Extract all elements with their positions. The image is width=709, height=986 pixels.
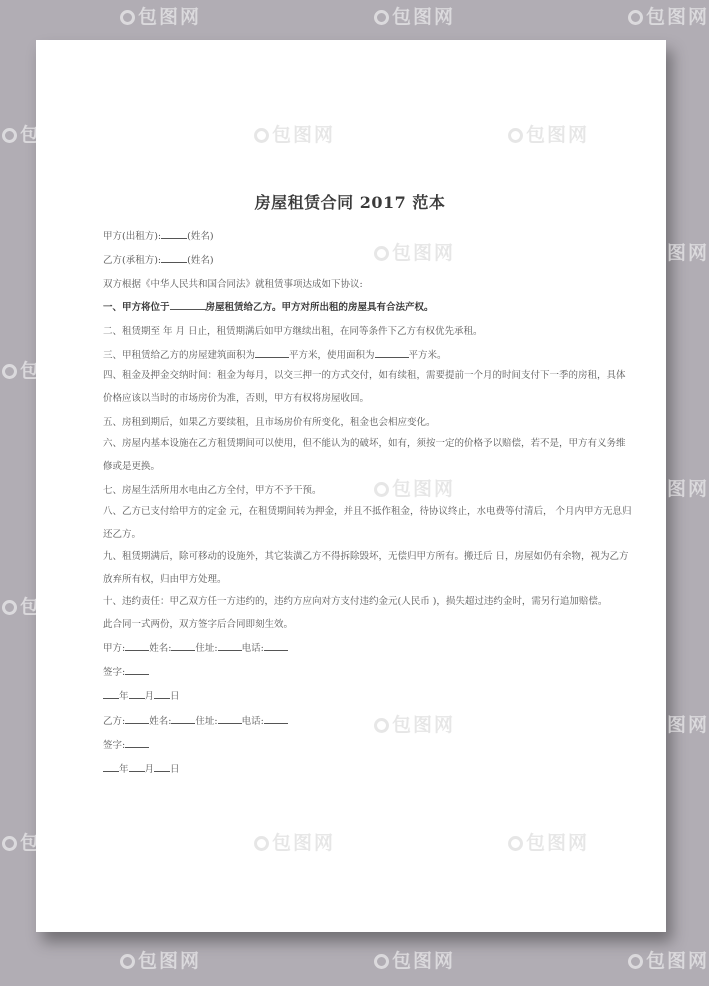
- party-a-suffix: (姓名): [187, 231, 214, 242]
- watermark-logo-icon: [120, 10, 135, 25]
- year-label: 年: [119, 764, 129, 775]
- watermark-text: 包图网: [138, 6, 202, 28]
- watermark-text: 包图网: [272, 124, 336, 146]
- name-label: 姓名:: [149, 643, 172, 654]
- document-title: 房屋租赁合同 2017 范本: [254, 193, 446, 212]
- watermark-logo-icon: [374, 954, 389, 969]
- clause-1: [103, 299, 633, 313]
- clause-3-part3: 平方米。: [408, 350, 447, 361]
- intro-text: 双方根据《中华人民共和国合同法》就租赁事项达成如下协议:: [103, 279, 363, 290]
- phone-label: 电话:: [241, 716, 264, 727]
- blank-line: [125, 664, 149, 675]
- blank-line: [154, 761, 170, 772]
- watermark-text: 包图网: [392, 714, 456, 736]
- blank-line: [255, 347, 289, 358]
- party-a-line: [103, 228, 633, 242]
- blank-line: [125, 640, 149, 651]
- watermark-text: 包图网: [20, 596, 84, 618]
- blank-line: [154, 688, 170, 699]
- day-label: 日: [170, 764, 180, 775]
- watermark: [2, 120, 83, 147]
- blank-line: [171, 713, 195, 724]
- address-label: 住址:: [195, 643, 218, 654]
- party-a-label: 甲方(出租方):: [103, 231, 162, 242]
- watermark-text: 包图网: [20, 832, 84, 854]
- blank-line: [161, 252, 187, 263]
- clause-2: 二、租赁期至 年 月 日止，租赁期满后如甲方继续出租，在同等条件下乙方有权优先承租。: [103, 326, 483, 337]
- watermark-logo-icon: [374, 10, 389, 25]
- sign-row-party-b: [103, 713, 633, 727]
- watermark-logo-icon: [254, 836, 269, 851]
- party-a-sign-label: 甲方:: [103, 643, 126, 654]
- signature-row-a: [103, 664, 633, 678]
- watermark: [628, 474, 709, 501]
- watermark: [374, 946, 455, 973]
- watermark-text: 包图网: [392, 478, 456, 500]
- signature-row-b: [103, 737, 633, 751]
- watermark-text: 包图网: [20, 124, 84, 146]
- name-label: 姓名:: [149, 716, 172, 727]
- watermark-logo-icon: [2, 364, 17, 379]
- watermark-text: 包图网: [392, 242, 456, 264]
- watermark: [254, 120, 335, 147]
- watermark: [120, 946, 201, 973]
- watermark-text: 包图网: [272, 832, 336, 854]
- watermark-logo-icon: [2, 836, 17, 851]
- clause-4: 四、租金及押金交纳时间：租金为每月，以交三押一的方式交付，如有续租，需要提前一个月的时间支付下一季的房租，具体价格应该以当时的市场房价为准，否则，甲方有权将房屋收回。: [103, 370, 626, 404]
- watermark-text: 包图网: [138, 950, 202, 972]
- address-label: 住址:: [195, 716, 218, 727]
- party-b-sign-label: 乙方:: [103, 716, 126, 727]
- blank-line: [129, 688, 145, 699]
- watermark: [628, 238, 709, 265]
- watermark: [2, 592, 83, 619]
- date-row-b: [103, 761, 633, 775]
- watermark-text: 包图网: [526, 124, 590, 146]
- date-row-a: [103, 688, 633, 702]
- clause-1-before: 一、甲方将位于: [103, 302, 170, 313]
- clause-8: 八、乙方已支付给甲方的定金 元，在租赁期间转为押金，并且不抵作租金，待协议终止，水电费等付清后， 个月内甲方无息归还乙方。: [103, 506, 632, 540]
- blank-line: [161, 228, 187, 239]
- watermark-text: 包图网: [20, 360, 84, 382]
- clause-11: 此合同一式两份，双方签字后合同即刻生效。: [103, 619, 294, 630]
- clause-3-part2: 平方米，使用面积为: [289, 350, 375, 361]
- watermark: [254, 828, 335, 855]
- blank-line: [264, 640, 288, 651]
- month-label: 月: [144, 764, 155, 775]
- clause-10: 十、违约责任：甲乙双方任一方违约的，违约方应向对方支付违约金元(人民币 )，损失超过违约金时，需另行追加赔偿。: [103, 596, 608, 607]
- blank-line: [170, 299, 206, 310]
- signature-label: 签字:: [103, 740, 126, 751]
- watermark-text: 包图网: [392, 6, 456, 28]
- watermark: [628, 2, 709, 29]
- watermark-logo-icon: [508, 836, 523, 851]
- clause-3-part1: 三、甲租赁给乙方的房屋建筑面积为: [103, 350, 256, 361]
- watermark-text: 包图网: [646, 6, 709, 28]
- watermark-text: 包图网: [646, 950, 709, 972]
- clause-3: [103, 347, 633, 361]
- year-label: 年: [119, 691, 129, 702]
- clause-7: 七、房屋生活所用水电由乙方全付，甲方不予干预。: [103, 485, 322, 496]
- month-label: 月: [144, 691, 155, 702]
- day-label: 日: [170, 691, 180, 702]
- watermark: [508, 828, 589, 855]
- watermark-logo-icon: [628, 10, 643, 25]
- watermark: [628, 946, 709, 973]
- clause-1-after: 房屋租赁给乙方。甲方对所出租的房屋具有合法产权。: [205, 302, 434, 313]
- party-b-line: [103, 252, 633, 266]
- watermark-text: 包图网: [646, 478, 709, 500]
- watermark-logo-icon: [628, 954, 643, 969]
- watermark-logo-icon: [120, 954, 135, 969]
- blank-line: [103, 761, 119, 772]
- watermark-logo-icon: [2, 128, 17, 143]
- watermark: [508, 120, 589, 147]
- blank-line: [129, 761, 145, 772]
- signature-label: 签字:: [103, 667, 126, 678]
- blank-line: [125, 713, 149, 724]
- blank-line: [125, 737, 149, 748]
- clause-6: 六、房屋内基本设施在乙方租赁期间可以使用，但不能认为的破坏，如有，须按一定的价格予以赔偿，若不是，甲方有义务维修或是更换。: [103, 438, 626, 472]
- watermark-text: 包图网: [646, 714, 709, 736]
- watermark-text: 包图网: [392, 950, 456, 972]
- clause-9: 九、租赁期满后，除可移动的设施外，其它装潢乙方不得拆除毁坏，无偿归甲方所有。搬迁后 日，房屋如仍有余物，视为乙方放弃所有权，归由甲方处理。: [103, 551, 629, 585]
- party-b-label: 乙方(承租方):: [103, 255, 162, 266]
- watermark: [628, 710, 709, 737]
- blank-line: [218, 713, 242, 724]
- blank-line: [103, 688, 119, 699]
- watermark-text: 包图网: [646, 242, 709, 264]
- blank-line: [218, 640, 242, 651]
- watermark: [120, 2, 201, 29]
- phone-label: 电话:: [241, 643, 264, 654]
- blank-line: [264, 713, 288, 724]
- watermark: [2, 356, 83, 383]
- watermark: [374, 2, 455, 29]
- watermark-logo-icon: [254, 128, 269, 143]
- blank-line: [375, 347, 409, 358]
- watermark: [2, 828, 83, 855]
- clause-5: 五、房租到期后，如果乙方要续租，且市场房价有所变化，租金也会相应变化。: [103, 417, 436, 428]
- watermark-logo-icon: [508, 128, 523, 143]
- blank-line: [171, 640, 195, 651]
- watermark-logo-icon: [2, 600, 17, 615]
- sign-row-party-a: [103, 640, 633, 654]
- watermark-text: 包图网: [526, 832, 590, 854]
- party-b-suffix: (姓名): [187, 255, 214, 266]
